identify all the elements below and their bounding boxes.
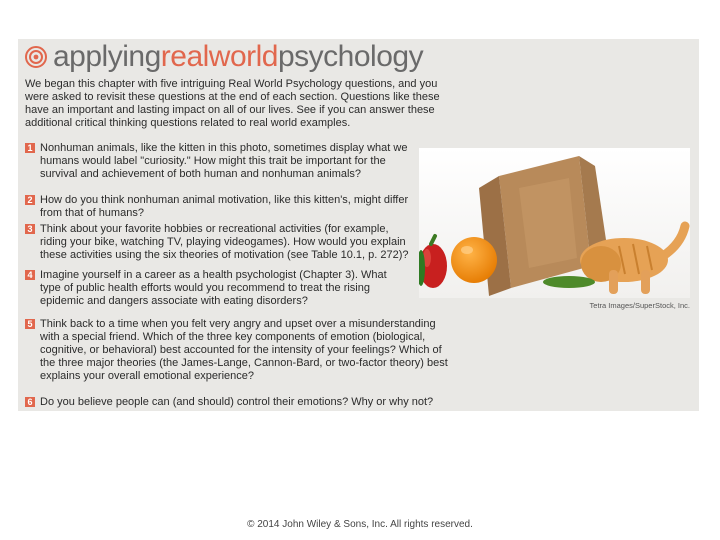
question-number-badge: 4: [25, 270, 35, 280]
title-realworld: realworld: [160, 40, 278, 73]
question-1: [25, 142, 410, 181]
question-number-badge: 2: [25, 195, 35, 205]
section-title: [53, 40, 423, 74]
question-2: [25, 194, 410, 220]
question-number-badge: 1: [25, 143, 35, 153]
title-applying: applying: [53, 40, 161, 73]
question-4: [25, 269, 410, 308]
question-6: [25, 396, 457, 409]
question-3: [25, 223, 410, 262]
question-text: Do you believe people can (and should) control their emotions? Why or why not?: [40, 396, 434, 408]
title-psychology: psychology: [277, 40, 424, 73]
question-text: Think back to a time when you felt very angry and upset over a misunderstanding with a special friend. Which of the three key components of emotion (biological, cognitive, or behavioral) best accounted for the intensity of your feelings? Which of the three major theories (the James-Lange, Cannon-Bard, or two-factor theory) best explains your overall emotional experience?: [40, 318, 448, 382]
question-number-badge: 5: [25, 319, 35, 329]
target-logo-icon: [25, 46, 47, 68]
section-header: [25, 40, 423, 74]
question-text: How do you think nonhuman animal motivation, like this kitten's, might differ from that of humans?: [40, 194, 409, 219]
copyright-footer: © 2014 John Wiley & Sons, Inc. All rights reserved.: [247, 519, 473, 530]
kitten-paper-bag-photo: [419, 148, 690, 298]
question-text: Imagine yourself in a career as a health psychologist (Chapter 3). What type of public health efforts would you recommend to treat the rising epidemic and dangers associate with eating disorders?: [40, 269, 387, 307]
question-text: Think about your favorite hobbies or recreational activities (for example, riding your bike, watching TV, playing videogames). How would you explain these activities using the six theories of motivation (see Table 10.1, p. 272)?: [40, 223, 409, 261]
question-text: Nonhuman animals, like the kitten in this photo, sometimes display what we humans would label "curiosity." How might this trait be important for the survival and achievement of both human and nonhuman animals?: [40, 142, 408, 180]
intro-paragraph: We began this chapter with five intriguing Real World Psychology questions, and you were asked to revisit these questions at the end of each section. Questions like these have an important and lasting impact on all of our lives. See if you can answer these additional critical thinking questions related to real world examples.: [25, 78, 440, 129]
photo-credit: Tetra Images/SuperStock, Inc.: [589, 301, 690, 310]
question-5: [25, 318, 457, 383]
question-number-badge: 6: [25, 397, 35, 407]
question-number-badge: 3: [25, 224, 35, 234]
